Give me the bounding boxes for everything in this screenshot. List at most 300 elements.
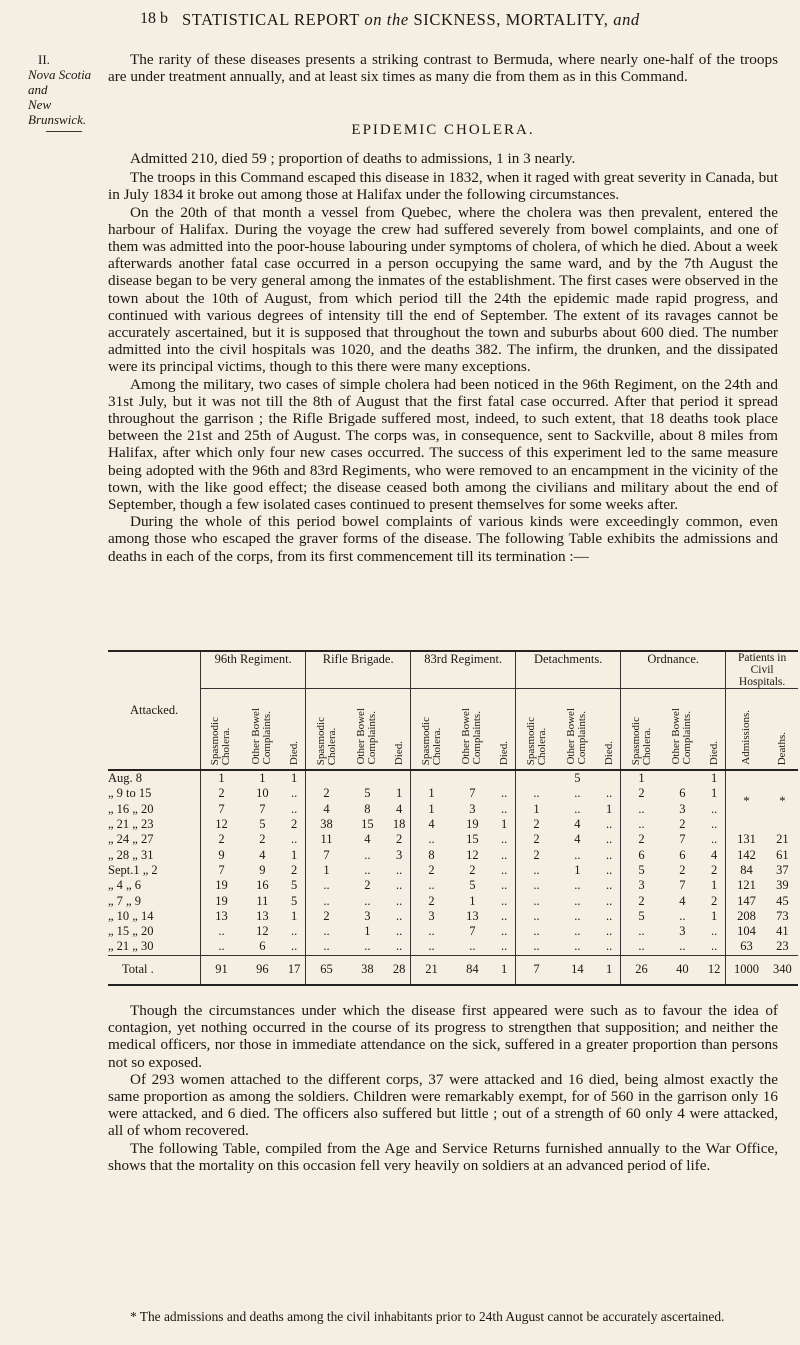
table-cell: 21 — [776, 832, 789, 847]
sub-header-label: Other Bowel Complaints. — [565, 708, 589, 765]
total-cell: 40 — [662, 955, 703, 985]
running-head — [182, 10, 640, 30]
table-cell: 13 — [256, 908, 269, 923]
table-cell: 6 — [679, 786, 686, 801]
table-cell: 6 — [638, 847, 645, 862]
total-cell: 65 — [306, 955, 347, 985]
table-cell: 2 — [469, 862, 476, 877]
total-cell: 1000 — [726, 955, 767, 985]
table-cell: 4 — [323, 801, 330, 816]
table-cell: .. — [218, 924, 225, 939]
intro-paragraph: The rarity of these diseases presents a striking contrast to Bermuda, where nearly one-half of the troops are under treatment annually, and at least six times as many die from them as in this Command. — [108, 51, 778, 86]
table-cell: .. — [493, 832, 516, 847]
sub-header-label: Spasmodic Cholera. — [524, 716, 548, 765]
table-cell: 2 — [283, 863, 306, 878]
total-cell: 14 — [557, 955, 598, 985]
table-cell: 1 — [533, 801, 540, 816]
table-cell: 121 — [737, 878, 756, 893]
table-cell: .. — [493, 863, 516, 878]
paragraph: Admitted 210, died 59 ; proportion of deaths to admissions, 1 in 3 nearly. — [130, 150, 576, 167]
table-cell: .. — [598, 878, 621, 893]
table-cell: 38 — [320, 817, 333, 832]
body-text — [108, 150, 778, 565]
table-cell: 2 — [679, 862, 686, 877]
table-cell: .. — [323, 924, 330, 939]
table-cell: 2 — [703, 863, 726, 878]
table-cell: 13 — [466, 908, 479, 923]
table-cell: 2 — [218, 832, 225, 847]
table-cell — [598, 770, 621, 786]
sub-header-label: Died. — [707, 740, 720, 765]
table-cell: 15 — [361, 817, 374, 832]
table-row — [108, 786, 798, 801]
table-cell: .. — [283, 939, 306, 955]
sub-header-died — [388, 689, 411, 771]
table-cell: 12 — [256, 924, 269, 939]
table-cell: 61 — [776, 847, 789, 862]
table-cell: .. — [533, 924, 540, 939]
row-label: „ 15 „ 20 — [108, 924, 201, 939]
table-cell: 5 — [469, 878, 476, 893]
table-cell: .. — [574, 786, 581, 801]
row-label: „ 21 „ 30 — [108, 939, 201, 955]
total-cell: 84 — [452, 955, 493, 985]
table-cell: 15 — [466, 832, 479, 847]
total-cell: 21 — [411, 955, 452, 985]
table-cell: 1 — [428, 786, 435, 801]
sub-header-bowel — [347, 689, 388, 771]
table-cell: .. — [388, 909, 411, 924]
table-cell: .. — [598, 817, 621, 832]
sub-header-spasmodic — [201, 689, 242, 771]
table-cell: .. — [533, 878, 540, 893]
table-cell: 5 — [283, 893, 306, 908]
table-cell: 1 — [283, 909, 306, 924]
table-cell: .. — [598, 924, 621, 939]
table-cell: .. — [364, 847, 371, 862]
table-cell: .. — [574, 878, 581, 893]
table-cell: .. — [703, 817, 726, 832]
table-cell: 84 — [740, 862, 753, 877]
running-head-and: and — [613, 10, 640, 29]
group-header: Detachments. — [516, 651, 621, 689]
table-cell: 1 — [574, 862, 581, 877]
sub-header-bowel — [557, 689, 598, 771]
table-row — [108, 878, 798, 893]
table-cell: .. — [428, 924, 435, 939]
table-cell: .. — [493, 847, 516, 862]
table-cell: 2 — [679, 817, 686, 832]
table-cell: 12 — [215, 817, 228, 832]
table-cell: .. — [323, 878, 330, 893]
running-head-mid: SICKNESS, MORTALITY, — [408, 10, 614, 29]
after-table-text — [108, 1002, 778, 1174]
table-cell: 12 — [466, 847, 479, 862]
paragraph: The troops in this Command escaped this disease in 1832, when it raged with great severity in Canada, but in July 1834 it broke out among those at Halifax under the following circumstances. — [108, 169, 778, 204]
table-cell: .. — [428, 939, 435, 954]
table-cell: 1 — [259, 771, 266, 786]
sub-header-died — [703, 689, 726, 771]
sub-header-label: Spasmodic Cholera. — [419, 716, 443, 765]
total-cell: 26 — [621, 955, 662, 985]
table-cell: 3 — [388, 847, 411, 862]
running-head-pre: STATISTICAL REPORT — [182, 10, 365, 29]
table-cell: 1 — [638, 771, 645, 786]
sub-header-label: Admissions. — [740, 710, 753, 765]
table-cell: .. — [638, 817, 645, 832]
table-cell: 8 — [428, 847, 435, 862]
table-cell: .. — [364, 862, 371, 877]
sub-header-label: Other Bowel Complaints. — [355, 708, 379, 765]
sub-header-label: Died. — [602, 740, 615, 765]
row-label: „ 4 „ 6 — [108, 878, 201, 893]
total-cell: 28 — [388, 955, 411, 985]
sub-header-died — [493, 689, 516, 771]
table-cell: .. — [598, 939, 621, 955]
table-cell: .. — [574, 893, 581, 908]
table-cell: 1 — [598, 802, 621, 817]
total-label: Total . — [108, 955, 201, 985]
table-cell: 19 — [215, 878, 228, 893]
table-cell: 2 — [259, 832, 266, 847]
table-cell: 1 — [703, 878, 726, 893]
table-cell: 41 — [776, 924, 789, 939]
table-cell: 39 — [776, 878, 789, 893]
table-cell: .. — [388, 863, 411, 878]
margin-note — [28, 52, 98, 132]
margin-rule — [46, 131, 82, 132]
sub-header-spasmodic — [411, 689, 452, 771]
table-cell: 2 — [428, 893, 435, 908]
section-heading: EPIDEMIC CHOLERA. — [351, 122, 535, 138]
table-cell: 3 — [679, 801, 686, 816]
table-cell: 1 — [283, 847, 306, 862]
table-cell: 23 — [776, 939, 789, 954]
table-cell: 7 — [218, 801, 225, 816]
table-cell — [662, 770, 703, 786]
table-cell: 7 — [218, 862, 225, 877]
table-cell: .. — [598, 847, 621, 862]
table-cell: 3 — [469, 801, 476, 816]
table-cell: 1 — [323, 862, 330, 877]
table-cell: 4 — [428, 817, 435, 832]
paragraph: During the whole of this period bowel complaints of various kinds were exceedingly common, even among those who escaped the graver forms of the disease. The following Table exhibits the admissions and deaths in each of the corps, from its first commencement till its termination :— — [108, 513, 778, 565]
table-cell: 5 — [574, 771, 581, 786]
table-cell — [516, 770, 557, 786]
group-header-row — [108, 651, 798, 689]
table-cell: 2 — [388, 832, 411, 847]
table-cell: .. — [638, 801, 645, 816]
sub-header-label: Died. — [497, 740, 510, 765]
table-cell: 3 — [428, 908, 435, 923]
table-cell: 2 — [428, 862, 435, 877]
sub-header-spasmodic — [306, 689, 347, 771]
table-cell: .. — [703, 832, 726, 847]
table-cell: .. — [533, 939, 540, 954]
table-cell: 45 — [776, 893, 789, 908]
table-cell: 10 — [256, 786, 269, 801]
page-number: 18 b — [140, 10, 168, 27]
row-label: „ 21 „ 23 — [108, 817, 201, 832]
table-cell: 19 — [215, 893, 228, 908]
table-cell: 9 — [218, 847, 225, 862]
table-cell: .. — [679, 908, 686, 923]
total-cell: 1 — [598, 955, 621, 985]
row-label: Sept.1 „ 2 — [108, 863, 201, 878]
table-cell: .. — [638, 939, 645, 954]
table-cell: .. — [493, 786, 516, 801]
table-cell: .. — [574, 939, 581, 954]
statistics-table — [108, 650, 798, 986]
table-cell: 5 — [638, 908, 645, 923]
table-cell: 4 — [259, 847, 266, 862]
table-cell: .. — [493, 909, 516, 924]
table-cell: .. — [679, 939, 686, 954]
table-cell: 3 — [638, 878, 645, 893]
sub-header-admissions — [726, 689, 767, 771]
table-cell: 5 — [259, 817, 266, 832]
table-cell: .. — [388, 893, 411, 908]
table-cell: .. — [364, 939, 371, 954]
table-cell: .. — [598, 893, 621, 908]
sub-header-label: Spasmodic Cholera. — [629, 716, 653, 765]
table-cell: 1 — [493, 817, 516, 832]
row-label: „ 24 „ 27 — [108, 832, 201, 847]
total-row — [108, 955, 798, 985]
row-label: Aug. 8 — [108, 770, 201, 786]
table-cell: 2 — [364, 878, 371, 893]
page-header — [140, 6, 780, 32]
table-cell: 13 — [215, 908, 228, 923]
sub-header-died — [598, 689, 621, 771]
table-cell: 73 — [776, 908, 789, 923]
table-cell: .. — [493, 878, 516, 893]
table-cell: .. — [598, 832, 621, 847]
total-cell: 96 — [242, 955, 283, 985]
table-cell: .. — [388, 939, 411, 955]
table-cell: .. — [428, 832, 435, 847]
table-cell: 208 — [737, 908, 756, 923]
hospital-admissions-asterisk: * — [743, 794, 750, 809]
table-cell: 1 — [703, 909, 726, 924]
table-cell: .. — [598, 863, 621, 878]
table-cell: 1 — [388, 786, 411, 801]
sub-header-label: Spasmodic Cholera. — [314, 716, 338, 765]
table-cell: 131 — [737, 832, 756, 847]
table-cell — [452, 770, 493, 786]
table-cell: .. — [703, 802, 726, 817]
table-cell: 11 — [320, 832, 333, 847]
total-cell: 38 — [347, 955, 388, 985]
table-cell: .. — [493, 893, 516, 908]
group-header: 96th Regiment. — [201, 651, 306, 689]
table-cell: 2 — [218, 786, 225, 801]
table-cell: .. — [574, 908, 581, 923]
table-cell: 9 — [259, 862, 266, 877]
table-cell: .. — [283, 802, 306, 817]
table-cell: .. — [283, 924, 306, 939]
table-cell: 7 — [469, 786, 476, 801]
row-label: „ 9 to 15 — [108, 786, 201, 801]
hospital-deaths-asterisk: * — [779, 794, 786, 809]
table-cell: .. — [323, 939, 330, 954]
row-label: „ 28 „ 31 — [108, 847, 201, 862]
table-cell: .. — [574, 801, 581, 816]
group-header: 83rd Regiment. — [411, 651, 516, 689]
table-cell: 7 — [679, 878, 686, 893]
table-cell: .. — [364, 893, 371, 908]
sub-header-label: Died. — [287, 740, 300, 765]
table-cell: 2 — [323, 908, 330, 923]
table-cell: .. — [388, 924, 411, 939]
group-header: Rifle Brigade. — [306, 651, 411, 689]
table-cell: 18 — [388, 817, 411, 832]
paragraph: The following Table, compiled from the Age and Service Returns furnished annually to the War Office, shows that the mortality on this occasion fell very heavily on soldiers at an advanced period of life. — [108, 1139, 778, 1174]
table-cell: .. — [323, 893, 330, 908]
table-cell: .. — [703, 939, 726, 955]
sub-header-label: Spasmodic Cholera. — [209, 716, 233, 765]
attacked-header: Attacked. — [108, 651, 201, 770]
table-cell: 2 — [638, 832, 645, 847]
table-cell: .. — [574, 924, 581, 939]
table-cell: 5 — [638, 862, 645, 877]
table-cell: 37 — [776, 862, 789, 877]
table-cell: .. — [533, 786, 540, 801]
sub-header-spasmodic — [516, 689, 557, 771]
table-cell: 6 — [259, 939, 266, 954]
sub-header-bowel — [662, 689, 703, 771]
table-cell — [493, 770, 516, 786]
sub-header-label: Deaths. — [775, 731, 788, 765]
table-cell: 2 — [703, 893, 726, 908]
table-cell: 63 — [740, 939, 753, 954]
margin-line-1: Nova Scotia and — [28, 67, 92, 97]
sub-header-died — [283, 689, 306, 771]
sub-header-label: Other Bowel Complaints. — [670, 708, 694, 765]
table-row — [108, 863, 798, 878]
table-cell: 16 — [256, 878, 269, 893]
table-cell: 5 — [364, 786, 371, 801]
table-cell: .. — [283, 786, 306, 801]
table-row — [108, 770, 798, 786]
table-cell: .. — [428, 878, 435, 893]
table-cell: .. — [218, 939, 225, 954]
table-cell: .. — [533, 908, 540, 923]
sub-header-bowel — [242, 689, 283, 771]
running-head-on: on the — [364, 10, 409, 29]
paragraph: On the 20th of that month a vessel from Quebec, where the cholera was then prevalent, entered the harbour of Halifax. During the voyage the crew had suffered severely from bowel complaints, and one of them was admitted into the poor-house labouring under symptoms of cholera, of which he died. About a week afterwards another fatal case occurred in a person occupying the same ward, and by the 7th August the disease began to be very general among the inmates of the establishment. The first cases were observed in the town about the 10th of August, from which period till the 24th the epidemic made rapid progress, and continued with various degrees of intensity till the end of September. The extent of its ravages cannot be accurately ascertained, but it is supposed that throughout the town and suburbs about 600 died. The number admitted into the civil hospitals was 1020, and the deaths 382. The infirm, the drunken, and the dissipated were its principal victims, though to this there were many exceptions. — [108, 203, 778, 376]
table-cell: 1 — [218, 771, 225, 786]
table-row — [108, 893, 798, 908]
cholera-table — [108, 650, 798, 990]
table-cell: 2 — [638, 893, 645, 908]
table-cell: 4 — [703, 847, 726, 862]
paragraph: Though the circumstances under which the disease first appeared were such as to favour the idea of contagion, yet nothing occurred in the course of its progress to strengthen that supposition; and neither the medical officers, nor those in immediate attendance on the sick, suffered in a greater proportion than persons not so exposed. — [108, 1002, 778, 1071]
table-cell: .. — [493, 924, 516, 939]
sub-header-bowel — [452, 689, 493, 771]
table-row — [108, 909, 798, 924]
table-cell: .. — [598, 786, 621, 801]
table-cell — [306, 770, 347, 786]
group-header: Ordnance. — [621, 651, 726, 689]
table-cell: 8 — [364, 801, 371, 816]
row-label: „ 7 „ 9 — [108, 893, 201, 908]
table-cell: .. — [703, 924, 726, 939]
table-body — [108, 770, 798, 985]
table-row — [108, 939, 798, 955]
table-cell: 2 — [533, 832, 540, 847]
table-cell: 2 — [323, 786, 330, 801]
table-cell: 7 — [323, 847, 330, 862]
table-row — [108, 832, 798, 847]
table-cell: .. — [283, 832, 306, 847]
footnote: * The admissions and deaths among the civil inhabitants prior to 24th August cannot be accurately ascertained. — [130, 1309, 725, 1324]
table-cell: 2 — [533, 817, 540, 832]
table-cell: 5 — [283, 878, 306, 893]
table-cell: 1 — [428, 801, 435, 816]
table-cell: 7 — [259, 801, 266, 816]
table-cell: 1 — [364, 924, 371, 939]
table-row — [108, 847, 798, 862]
group-header: Patients in Civil Hospitals. — [726, 651, 798, 689]
table-row — [108, 802, 798, 817]
margin-line-2: New Brunswick. — [28, 97, 87, 127]
total-cell: 340 — [767, 955, 798, 985]
margin-numeral: II. — [38, 52, 50, 67]
table-row — [108, 924, 798, 939]
total-cell: 17 — [283, 955, 306, 985]
table-cell: 7 — [469, 924, 476, 939]
table-cell: 4 — [574, 832, 581, 847]
table-cell: .. — [493, 939, 516, 955]
paragraph: Of 293 women attached to the different corps, 37 were attacked and 16 died, being almost exactly the same proportion as among the soldiers. Children were remarkably exempt, for of 560 in the garrison only 16 were attacked, and 6 died. The officers also suffered but little ; out of a strength of 60 only 4 were attacked, all of whom recovered. — [108, 1070, 778, 1140]
table-cell: 142 — [737, 847, 756, 862]
table-cell: 3 — [364, 908, 371, 923]
table-cell: 4 — [574, 817, 581, 832]
table-cell: 11 — [256, 893, 269, 908]
total-cell: 7 — [516, 955, 557, 985]
total-cell: 12 — [703, 955, 726, 985]
table-cell: 1 — [703, 770, 726, 786]
table-cell: .. — [533, 893, 540, 908]
table-cell: .. — [638, 924, 645, 939]
table-cell: 2 — [533, 847, 540, 862]
table-cell: 4 — [388, 802, 411, 817]
table-cell: 3 — [679, 924, 686, 939]
paragraph: Among the military, two cases of simple cholera had been noticed in the 96th Regiment, on the 24th and 31st July, but it was not till the 8th of August that the first fatal case occurred. After that period it spread throughout the garrison ; the Rifle Brigade suffered most, indeed, to such extent, that 18 deaths took place between the 21st and 25th of August. The corps was, in consequence, sent to Sackville, about 8 miles from Halifax, after which only four new cases occurred. The success of this experiment led to the same measure being adopted with the 96th and 83rd Regiments, who were removed to an encampment in the vicinity of the town, with the like good effect; the disease ceased both among the civilians and military about the end of September, though a few isolated cases continued to present themselves for some weeks after. — [108, 375, 778, 514]
sub-header-row — [108, 689, 798, 771]
table-cell: .. — [533, 862, 540, 877]
sub-header-label: Other Bowel Complaints. — [250, 708, 274, 765]
total-cell: 1 — [493, 955, 516, 985]
table-cell: 1 — [703, 786, 726, 801]
table-cell: 104 — [737, 924, 756, 939]
table-cell: .. — [469, 939, 476, 954]
table-row — [108, 817, 798, 832]
table-cell — [388, 770, 411, 786]
table-cell: 147 — [737, 893, 756, 908]
table-cell — [411, 770, 452, 786]
table-cell: .. — [598, 909, 621, 924]
row-label: „ 16 „ 20 — [108, 802, 201, 817]
table-cell: 19 — [466, 817, 479, 832]
table-cell: 7 — [679, 832, 686, 847]
intro-paragraph-block — [108, 51, 778, 85]
row-label: „ 10 „ 14 — [108, 909, 201, 924]
sub-header-label: Died. — [392, 740, 405, 765]
table-cell: 2 — [638, 786, 645, 801]
sub-header-deaths — [767, 689, 798, 771]
